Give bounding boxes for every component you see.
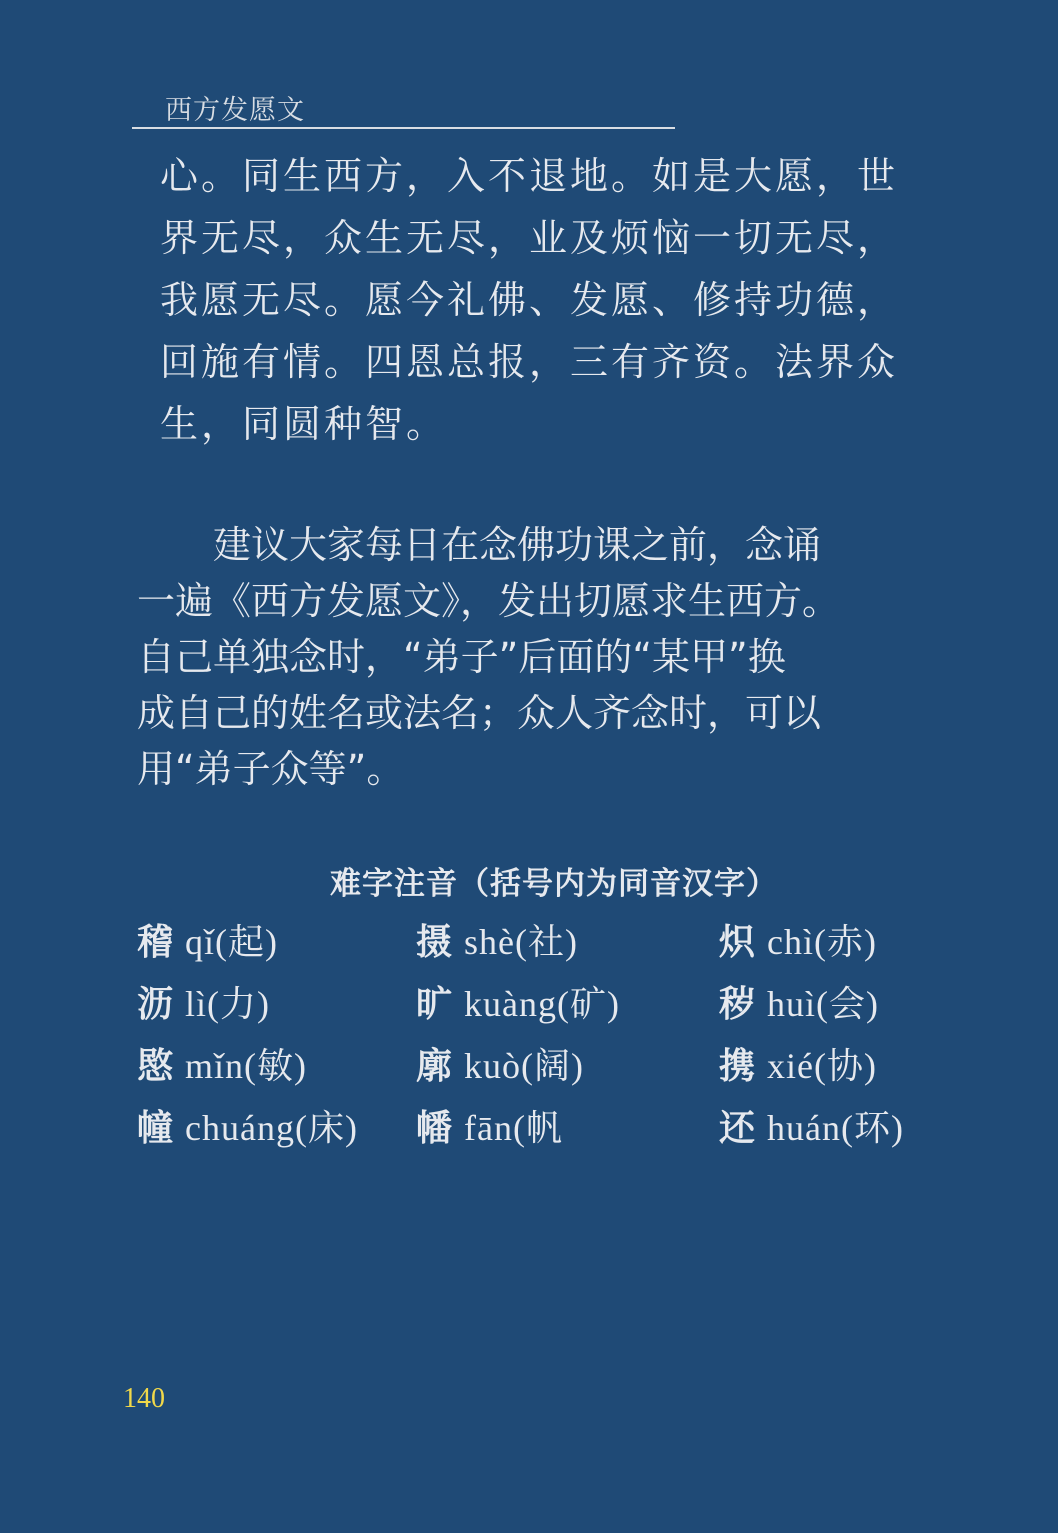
glossary-reading: qǐ(起) <box>185 922 278 962</box>
glossary-entry <box>416 912 578 973</box>
vow-line: 心。同生西方，入不退地。如是大愿，世 <box>160 154 899 198</box>
glossary-entry <box>137 912 278 973</box>
glossary-entry <box>137 974 270 1035</box>
glossary-row <box>137 912 937 974</box>
glossary-char: 旷 <box>416 984 453 1025</box>
glossary-char: 秽 <box>719 984 756 1025</box>
glossary-entry <box>719 974 879 1035</box>
glossary-entry <box>719 912 877 973</box>
glossary-row <box>137 1036 937 1098</box>
glossary-reading: huán(环) <box>767 1108 904 1148</box>
glossary-reading: kuàng(矿) <box>464 984 620 1024</box>
glossary-reading: chuáng(床) <box>185 1108 358 1148</box>
note-line: 一遍《西方发愿文》，发出切愿求生西方。 <box>137 579 841 623</box>
note-line: 自己单独念时，“弟子”后面的“某甲”换 <box>137 635 786 679</box>
vow-line: 生，同圆种智。 <box>160 402 448 446</box>
glossary-char: 沥 <box>137 984 174 1025</box>
glossary-char: 稽 <box>137 922 174 963</box>
glossary-entry <box>137 1036 307 1097</box>
glossary-char: 炽 <box>719 922 756 963</box>
glossary-entry <box>719 1036 877 1097</box>
vow-line: 界无尽，众生无尽，业及烦恼一切无尽， <box>160 216 899 260</box>
note-line: 成自己的姓名或法名；众人齐念时，可以 <box>137 691 822 735</box>
glossary-entry <box>416 1036 584 1097</box>
glossary-row <box>137 1098 937 1160</box>
glossary-reading: xié(协) <box>767 1046 877 1086</box>
glossary-entry <box>416 974 620 1035</box>
glossary-char: 携 <box>719 1046 756 1087</box>
glossary-reading: mǐn(敏) <box>185 1046 307 1086</box>
glossary-reading: huì(会) <box>767 984 879 1024</box>
glossary-row <box>137 974 937 1036</box>
note-line: 用“弟子众等”。 <box>137 747 405 791</box>
page-number: 140 <box>123 1383 165 1414</box>
vow-line: 我愿无尽。愿今礼佛、发愿、修持功德， <box>160 278 899 322</box>
glossary-entry <box>416 1098 563 1159</box>
recitation-note <box>137 517 927 797</box>
glossary-char: 摄 <box>416 922 453 963</box>
glossary-char: 还 <box>719 1108 756 1149</box>
glossary-char: 廓 <box>416 1046 453 1087</box>
glossary-reading: shè(社) <box>464 922 578 962</box>
glossary-reading: chì(赤) <box>767 922 877 962</box>
glossary-reading: lì(力) <box>185 984 270 1024</box>
glossary-char: 幡 <box>416 1108 453 1149</box>
glossary-char: 愍 <box>137 1046 174 1087</box>
vow-text <box>160 145 930 455</box>
glossary-char: 幢 <box>137 1108 174 1149</box>
glossary-reading: fān(帆 <box>464 1108 563 1148</box>
glossary-reading: kuò(阔) <box>464 1046 584 1086</box>
header-rule <box>132 127 675 129</box>
vow-line: 回施有情。四恩总报，三有齐资。法界众 <box>160 340 899 384</box>
glossary-title: 难字注音（括号内为同音汉字） <box>330 866 778 902</box>
pronunciation-glossary <box>137 912 937 1160</box>
glossary-entry <box>137 1098 358 1159</box>
running-title: 西方发愿文 <box>165 95 305 126</box>
note-line: 建议大家每日在念佛功课之前，念诵 <box>137 523 822 567</box>
glossary-entry <box>719 1098 904 1159</box>
